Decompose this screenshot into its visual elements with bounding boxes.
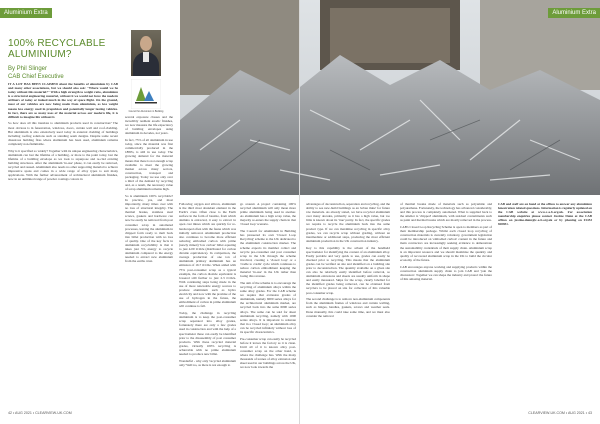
paragraph: The Council for Aluminium in Building has pioneered its own 'Closed Loop Recycling' scheme to the UK dedicated to the aluminium construction market. The scheme expects its member collect and recycle pre-consumer and post consumer scrap in the UK through the scheme involved, creating a 'closed loop' or a 'cradle to cradle' cycle which continues to reduce carbon embodiment keeping the material 'in-use' in the UK rather than losing this revenue.	[240, 229, 296, 279]
paragraph: advantages of deconstruction, separation and recycling, and the ability to see new-build buildings as an 'urban mine' for future raw materials. As already stated, we have recycled aluminium over many decades, primarily as it has a high value, but too little is known about its 'true' purity. In fact, the specific grades we require to recycle the aluminium back into the same product type. If we can maximise recycling in specific alloy grades, we can recycle scrap without grading, without an intermediate or additional steps, producing the most efficient aluminium production in the UK construction industry.	[306, 202, 390, 243]
author-photo	[131, 30, 161, 76]
logo-caption: Council for Aluminium in Building	[128, 110, 164, 113]
column-1	[306, 202, 390, 320]
article-title: 100% RECYCLABLE ALUMINIUM?	[8, 38, 106, 60]
paragraph: CAB's Closed Loop Recycling Scheme is open to members as part of their membership package. Whilst each closed loop recycling of construction materials is currently voluntary, government legislation could be introduced on 'embodied carbon' content in the future and main contractors are increasingly seeking evidence to demonstrate the sustainability credentials of their supply chain. Aluminium scrap is an important resource and we should maximise the quantity and quality of recovered aluminium scrap in the UK to build the circular economy of the future.	[400, 225, 492, 262]
author-name: By Phil Slinger	[8, 66, 48, 72]
column-2	[400, 202, 492, 283]
paragraph: The aim of the scheme is to encourage the recycling of aluminium alloys within the same alloy grades. For the CAB scheme we require that extrusion grades of aluminium, namely 6000 series alloys for the architectural aluminium market, are recycled back into the same 6000 series alloys. The same can be said for sheet aluminium recycling, namely with 1000 series alloys. It is important to reiterate that in a 'closed loop', an aluminium alloy can be recycled infinitely without loss of its specific characteristics.	[240, 280, 296, 334]
paragraph: Wonderful - why only 'recycled aluminium only' Well no, as there is not enough to	[179, 358, 236, 367]
paragraph: So is aluminium 100% recyclable? In practice, yes, and most importantly, many times over with no loss of structural integrity. The thermal breaks, stainless steel screws, gaskets and hardware can now be easily be removed from post consumer scrap in automated processes, leaving the aluminium in chipped form ready to melt back into billet production with no loss of quality. One of the key facts in aluminium recyclability is that it takes just 5% energy to recycle aluminium compared to the energy needed to extract new aluminium from the earths crust.	[125, 193, 173, 264]
paragraph: Today, the challenge in recycling aluminium is to keep the post-consumer scrap separated into alloy grades, fortunately there are only a few grades used in construction and with the help of a spectrometer these can easily be identified prior to the disassembly of post consumer products. With these recycled material grades, virtually 100% recycling is achievable with no prime aluminium needed to produce new billet.	[179, 311, 236, 356]
section-tag: Aluminium Extra	[548, 8, 600, 18]
paragraph: go around. A project containing 100% recycled aluminium will only mean more prime aluminium being used in another. As aluminium has a high scrap value, the majority re-enters the supply chain in that 'closed loop' scenario.	[240, 202, 296, 227]
author-byline	[8, 66, 64, 81]
paragraph: several exposure classes and the incredibly resilient anodic finishes, we now measure the life expectancy of building envelopes using aluminium in decades, not years.	[125, 115, 173, 136]
paragraph: Key to this capability is the advent of the handheld spectrometer for identifying the content of an aluminium alloy. Easily portable and very quick to use, grades can easily be checked prior to recycling. This means that the aluminium grades can be verified on site and identified on a building site prior to deconstruction. The quantity available on a given site can also be relatively easily identified before removal, so aluminium extrusions and sheets are usually uniform in shape and easily measured. Skips for the scrap, clearly labelled for the identified grades being removed, can be obtained from recyclers to be placed on site for collection of this valuable post-consumer scrap.	[306, 245, 390, 295]
paragraph: The second challenge is to remove non-aluminium components from the aluminium frames of windows and curtain walling, such as hinges, handles, gaskets, screws and weather seals. Done manually, this could take some time, and we must also consider the removal	[306, 297, 390, 318]
paragraph: In fact, 75% of all aluminium in use today, since the material was first commercially produced in the 1880's, is still in use today. The growing demand for the material means that there is not enough scrap available to meet the growing market across many sectors, construction, transport and packaging. Today we use only over a third of the demand by recycling and, as a result, the necessary value of scrap aluminium remains high.	[125, 138, 173, 192]
paragraph: Pre-consumer scrap can easily be recycled before it leaves the factory as it is clean. Until all of it is known alloy post-consumer scrap on the other hand, is where the challenge lies. With the many thousands of tonnes of alloy extrusion and sheet used in our buildings across the UK, we now look towards the	[240, 336, 296, 370]
contact-paragraph: CAB and staff are on hand at the offices to answer any aluminium fenestration related questions. Information is regularly updated on the CAB website at www.c-a-b.org.uk. For association membership enquiries please contact Justine Dunn at the CAB offices on justine.dunn@c-a-b.org.uk or by phoning on 01453 828851.	[498, 202, 592, 227]
column-4	[240, 202, 296, 372]
page-spine	[299, 0, 300, 424]
author-role: CAB Chief Executive	[8, 73, 64, 80]
page-footer: 42 • AUG 2021 • CLEARVIEW-UK.COM	[8, 411, 72, 415]
paragraph: CAB encourages anyone working and supplying products within the construction aluminium supply chain to join CAB and 'join the discussion'. Together we can shape the industry and protect the future of this amazing material.	[400, 264, 492, 281]
section-tag: Aluminium Extra	[0, 8, 52, 18]
paragraph: Following oxygen and silicon, aluminium is the third most abundant element in the Earth's crust. Often close to the Earth surface in the form of bauxite, from which alumina is extracted, it easy to extract in open cast mines which are quickly for re-landscaped often with the fauna which was initially removed. Aluminium production also continues to become more efficient reducing embodied carbon with prime (newly mined) 'low carbon' billet equating to just 4.00 tCO2e (distributed for carbon dioxide equivalence). In comparison, the average production of one ton of aluminium primary aluminium has an emission of 16.7 tCO2e. When added with 75% post-consumer scrap as a typical example, the carbon dioxide equivalent is lowered still further to just 2.3 tCO2e. With continuing steps being made in the use of more renewable energy sources to produce aluminium such as hydro electricity and now with the promise of the use of hydrogen in the future, the embodiment of carbon in prime aluminium will continue to fall.	[179, 202, 236, 309]
column-3	[498, 202, 592, 229]
column-3	[179, 202, 236, 369]
cab-logo	[131, 79, 161, 109]
page-footer: CLEARVIEW-UK.COM • AUG 2021 • 43	[528, 411, 592, 415]
column-2	[125, 115, 173, 266]
column-1	[8, 82, 118, 184]
right-page	[300, 0, 600, 424]
paragraph: Why is it specified so widely? Together with its unique engineering characteristics, aluminium can last the lifetime of a building, or more to the point today, last the lifetime of a building envelope as we look to repurpose and re-clad existing building structures. After the aluminium 'in-use' phase, it can easily be removed, recycled and reused. Aluminium also needs no other supporting material to achieve impressive spans and comes in a wide range of alloy types to suit many applications. With the further advancement of architectural aluminium finishes, now in an unlimited range of powder coatings colours in	[8, 148, 118, 182]
paragraph: So how does all this translate to aluminium products used in construction? The most obvious is in fenestration, windows, doors, curtain wall and roof-cladding. But aluminium is also extensively used today in external cladding of buildings including roofing solutions such as standing seam designs. Despite some recent disastrous building fires where aluminium has been used, aluminium remains completely non-flammable.	[8, 121, 118, 146]
paragraph: IT A LOT HAS BEEN CLAIMED about the benefits of aluminium by CAB and many other associations, but we should also ask: "Where would we be today without this material?" With a high strength to weight ratio, aluminium is a structural engineering material, without it we would not have the modern airliners of today or indeed much in the way of space flight. On the ground, most of our vehicles are now being made from aluminium, as less weight means less energy used in propulsion and potentially longer lasting vehicles. In fact, there are so many uses of the material across our modern life, it is difficult to imagine life without it.	[8, 82, 118, 119]
paragraph: of thermal breaks made of materials such as polyamide and polyurethane. Fortunately, the technology has advanced considerably, and this process is completely automated. What is supplied back to the smelter is 'chipped' aluminium, with residual contaminants such as paint and thermal breaks which are mostly removed in the process.	[400, 202, 492, 223]
